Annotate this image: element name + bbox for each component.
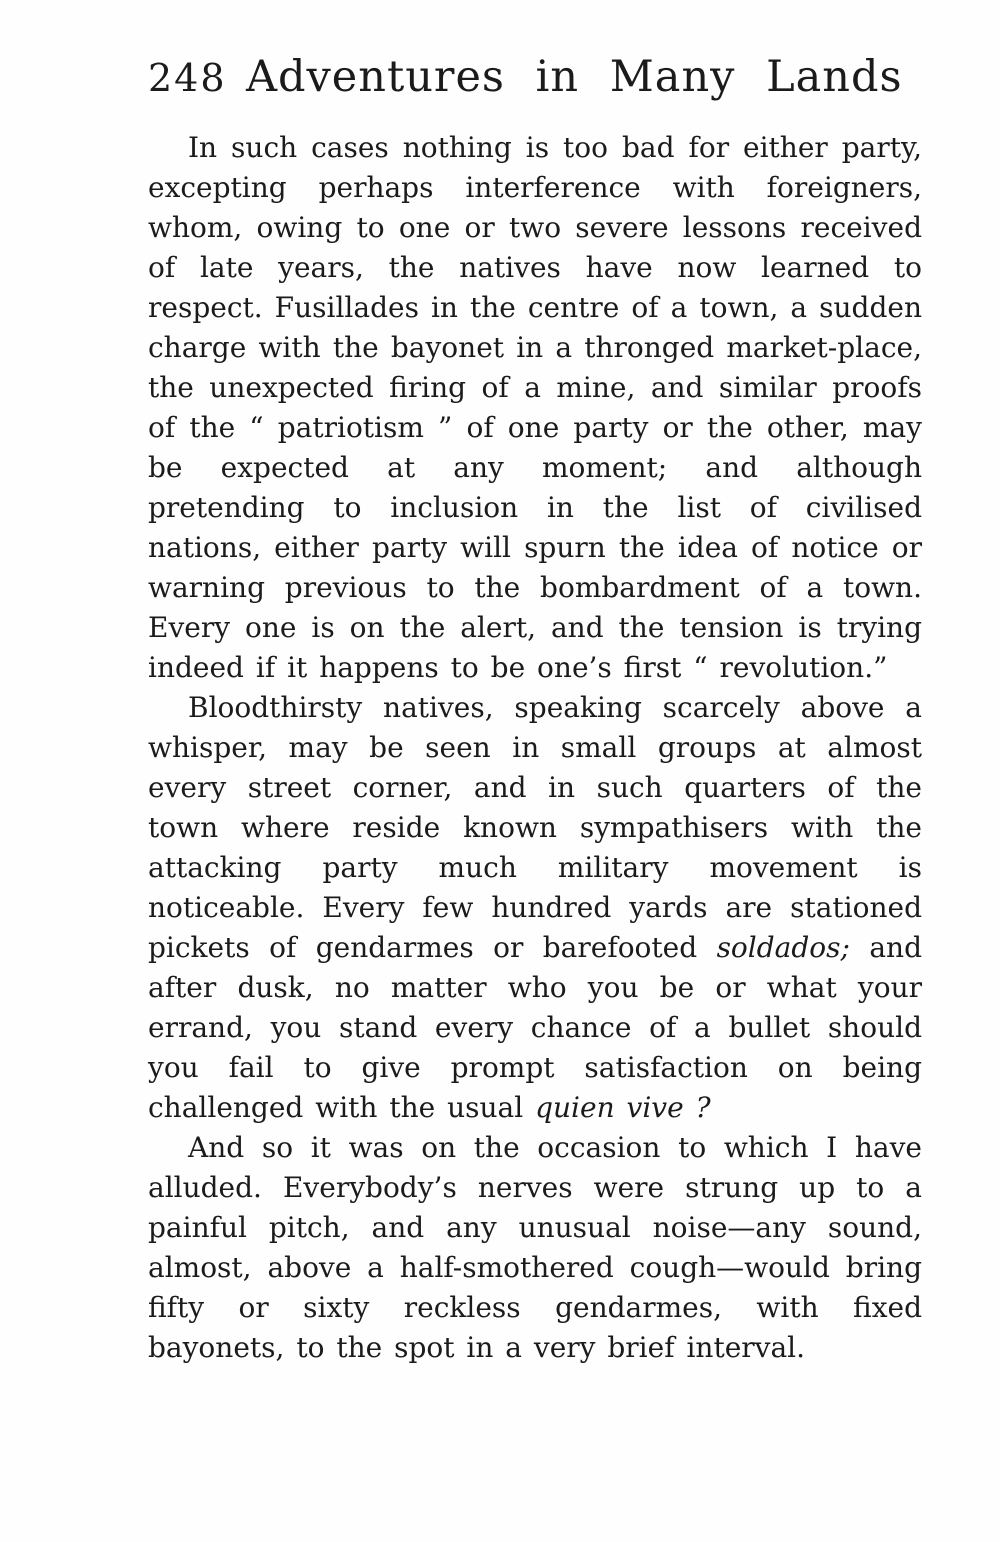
page-body [148,128,922,1368]
italic-text: soldados; [716,931,850,964]
text-block [148,52,922,1368]
body-text: Bloodthirsty natives, speaking scarcely above a whisper, may be seen in small groups at almost every street corner, and in such quarters of the town where reside known sympathisers with the attacking party much military movement is noticeable. Every few hundred yards are stationed pickets of gendarmes or barefooted [148,691,922,964]
page-number: 248 [148,56,227,100]
paragraph [148,688,922,1128]
paragraph [148,1128,922,1368]
body-text: In such cases nothing is too bad for either party, excepting perhaps interference with foreigners, whom, owing to one or two severe lessons received of late years, the natives have now learned to respect. Fusillades in the centre of a town, a sudden charge with the bayonet in a thronged market-place, the unexpected firing of a mine, and similar proofs of the “ patriotism ” of one party or the other, may be expected at any moment; and although pretending to inclusion in the list of civilised nations, either party will spurn the idea of notice or warning previous to the bombardment of a town. Every one is on the alert, and the tension is trying indeed if it happens to be one’s first “ revolution.” [148,131,922,684]
paragraph [148,128,922,688]
italic-text: quien vive ? [535,1091,711,1124]
body-text: And so it was on the occasion to which I have alluded. Everybody’s nerves were strung up to a painful pitch, and any unusual noise—any sound, almost, above a half-smothered cough—would bring fifty or sixty reckless gendarmes, with fixed bayonets, to the spot in a very brief interval. [148,1131,922,1364]
book-title: Adventures in Many Lands [245,52,903,102]
running-head [148,52,922,102]
body-text: and after dusk, no matter who you be or what your errand, you stand every chance of a bullet should you fail to give prompt satisfaction on being challenged with the usual [148,931,922,1124]
